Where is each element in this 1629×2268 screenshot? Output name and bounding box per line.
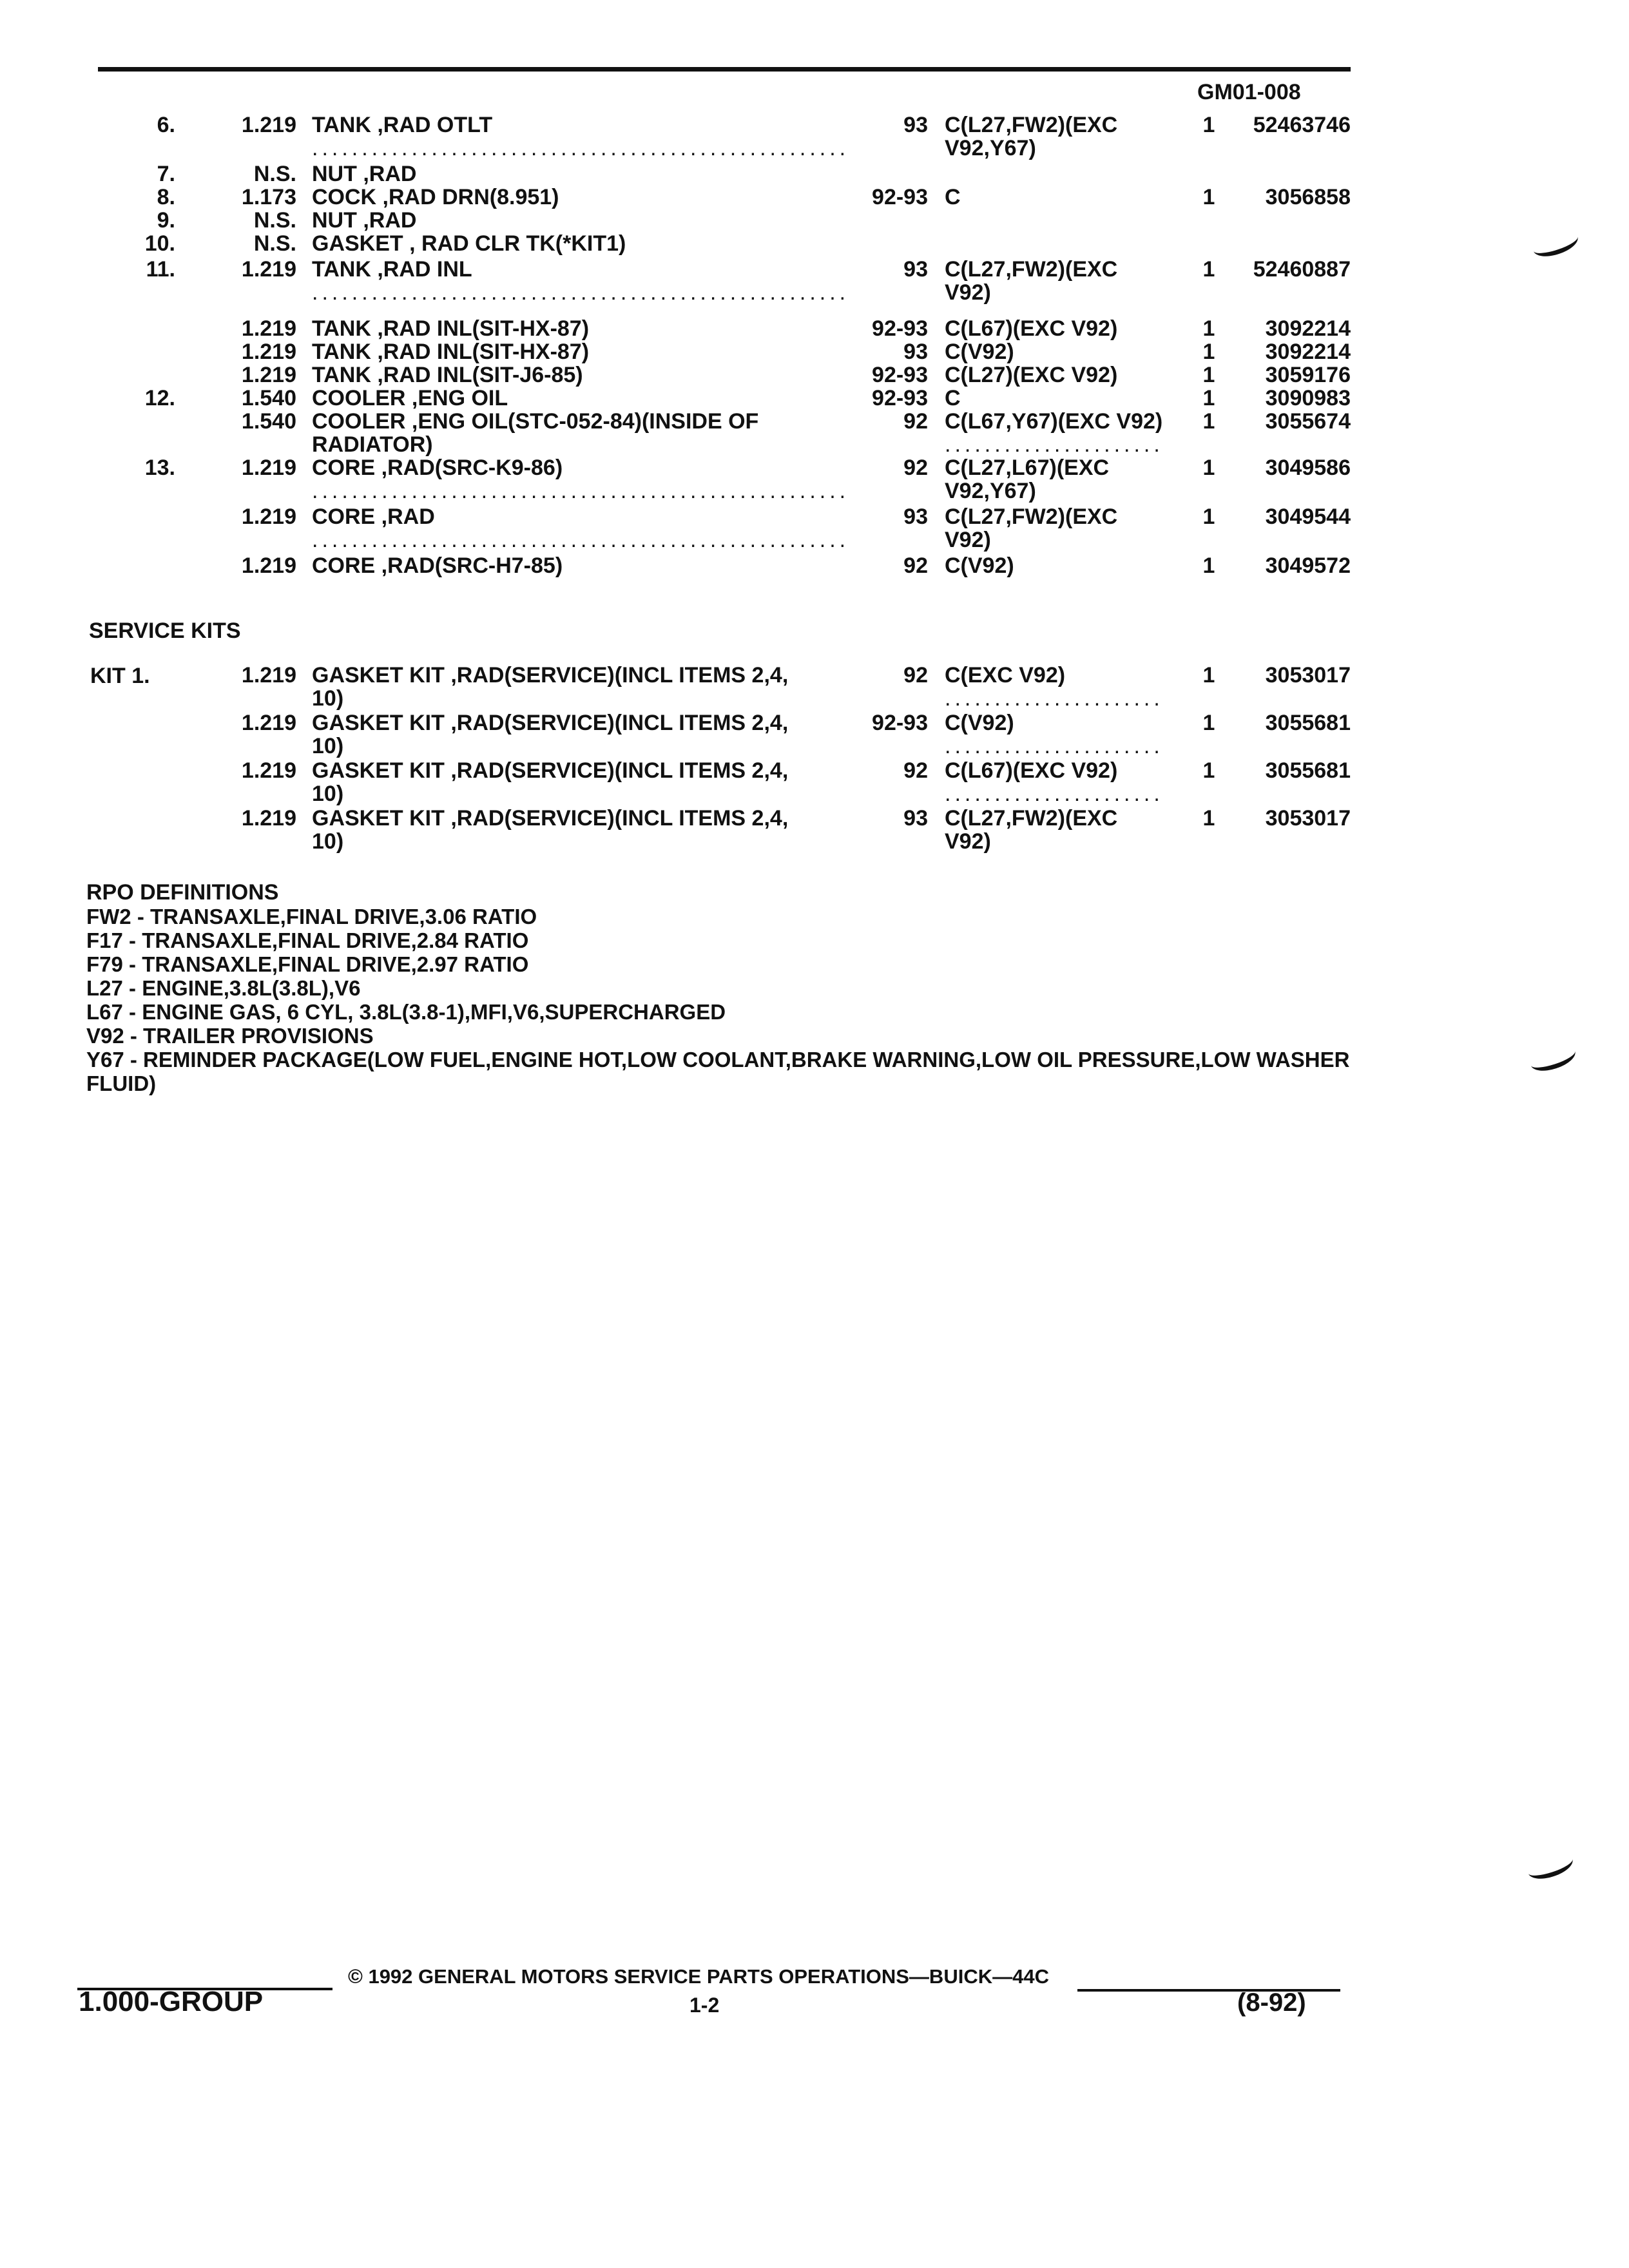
kit-description: GASKET KIT ,RAD(SERVICE)(INCL ITEMS 2,4, 10) [312, 664, 789, 710]
part-row [0, 232, 1629, 255]
part-number: 3090983 [1265, 386, 1351, 410]
kit-row [0, 664, 1629, 710]
part-description: TANK ,RAD INL(SIT-HX-87) ..... [312, 317, 847, 340]
model-year: 93 [903, 257, 928, 282]
model-year: 93 [903, 806, 928, 831]
model-usage: C(L67)(EXC V92) ..... [945, 759, 1164, 805]
model-year: 92 [903, 553, 928, 578]
part-number: 3049586 [1265, 456, 1351, 480]
quantity: 1 [1202, 316, 1215, 341]
model-usage: C(V92) ..... [945, 711, 1164, 758]
item-number: 6. [157, 113, 175, 137]
part-description: CORE ,RAD ..... [312, 505, 847, 552]
quantity: 1 [1202, 185, 1215, 209]
part-number: 3092214 [1265, 340, 1351, 364]
rpo-definition-line: Y67 - REMINDER PACKAGE(LOW FUEL,ENGINE HOT,LOW COOLANT,BRAKE WARNING,LOW OIL PRESSURE,LOW WASHER FLUID) [86, 1048, 1350, 1095]
group-number: N.S. [253, 162, 296, 186]
model-year: 92-93 [872, 711, 928, 735]
item-number: 8. [157, 185, 175, 209]
rpo-definition-line: F79 - TRANSAXLE,FINAL DRIVE,2.97 RATIO [86, 952, 529, 976]
kit-row [0, 807, 1629, 853]
binding-mark [1528, 1041, 1579, 1076]
part-description: COCK ,RAD DRN(8.951) ..... [312, 186, 847, 209]
rpo-title: RPO DEFINITIONS [86, 880, 279, 905]
model-year: 92 [903, 456, 928, 480]
group-number: 1.219 [241, 340, 296, 364]
item-number: 7. [157, 162, 175, 186]
quantity: 1 [1202, 758, 1215, 783]
group-number: 1.219 [241, 553, 296, 578]
part-description: NUT ,RAD ..... [312, 209, 847, 232]
group-number: 1.219 [241, 663, 296, 687]
model-year: 92 [903, 663, 928, 687]
part-row [0, 554, 1629, 580]
quantity: 1 [1202, 505, 1215, 529]
rpo-definition-line: FW2 - TRANSAXLE,FINAL DRIVE,3.06 RATIO [86, 905, 537, 928]
part-row [0, 162, 1629, 186]
footer-date: (8-92) [1237, 1988, 1306, 2017]
group-number: 1.219 [241, 257, 296, 282]
part-description: TANK ,RAD INL(SIT-HX-87) ..... [312, 340, 847, 363]
part-number: 3055681 [1265, 711, 1351, 735]
group-number: 1.540 [241, 386, 296, 410]
model-usage: C(L27,L67)(EXC V92,Y67) ..... [945, 456, 1164, 503]
part-row [0, 363, 1629, 387]
part-description: CORE ,RAD(SRC-H7-85) ..... [312, 554, 847, 580]
part-description: CORE ,RAD(SRC-K9-86) ..... [312, 456, 847, 503]
part-row [0, 340, 1629, 363]
part-row [0, 456, 1629, 503]
item-number: 9. [157, 208, 175, 233]
model-usage [945, 232, 1164, 255]
model-usage: C(L27)(EXC V92) ..... [945, 363, 1164, 387]
quantity: 1 [1202, 553, 1215, 578]
model-usage: C(L27,FW2)(EXC V92,Y67) ..... [945, 113, 1164, 160]
quantity: 1 [1202, 363, 1215, 387]
group-number: 1.219 [241, 456, 296, 480]
footer-page-number: 1-2 [689, 1994, 720, 2017]
kit-label: KIT 1. [90, 664, 150, 688]
part-number: 3092214 [1265, 316, 1351, 341]
part-number: 3055674 [1265, 409, 1351, 434]
part-number: 52460887 [1253, 257, 1351, 282]
part-row [0, 113, 1629, 160]
model-usage: C(L67)(EXC V92) ..... [945, 317, 1164, 340]
model-year: 92-93 [872, 185, 928, 209]
group-number: 1.219 [241, 363, 296, 387]
model-year: 93 [903, 113, 928, 137]
group-number: 1.173 [241, 185, 296, 209]
part-description: COOLER ,ENG OIL(STC-052-84)(INSIDE OF RADIATOR) ..... [312, 410, 847, 456]
group-number: 1.219 [241, 316, 296, 341]
rpo-definition-line: L27 - ENGINE,3.8L(3.8L),V6 [86, 976, 361, 1000]
item-number: 11. [146, 257, 175, 282]
quantity: 1 [1202, 257, 1215, 282]
model-usage: C(L27,FW2)(EXC V92) ..... [945, 258, 1164, 314]
top-rule [98, 67, 1351, 72]
part-row [0, 387, 1629, 410]
part-row [0, 505, 1629, 552]
model-usage: C(V92) ..... [945, 340, 1164, 363]
kit-row [0, 711, 1629, 758]
quantity: 1 [1202, 806, 1215, 831]
quantity: 1 [1202, 340, 1215, 364]
model-year: 92-93 [872, 363, 928, 387]
rpo-definitions [86, 905, 1362, 1095]
quantity: 1 [1202, 386, 1215, 410]
model-usage [945, 162, 1164, 186]
item-number: 10. [144, 231, 175, 256]
part-row [0, 410, 1629, 456]
part-number: 3055681 [1265, 758, 1351, 783]
model-year: 92 [903, 409, 928, 434]
part-row [0, 317, 1629, 340]
part-description: TANK ,RAD INL(SIT-J6-85) ..... [312, 363, 847, 387]
kit-description: GASKET KIT ,RAD(SERVICE)(INCL ITEMS 2,4, 10) [312, 711, 789, 758]
part-description: TANK ,RAD OTLT ..... [312, 113, 847, 160]
group-number: 1.219 [241, 711, 296, 735]
quantity: 1 [1202, 456, 1215, 480]
page-code: GM01-008 [1197, 80, 1301, 104]
kit-description: GASKET KIT ,RAD(SERVICE)(INCL ITEMS 2,4, 10) [312, 759, 789, 805]
part-description: GASKET , RAD CLR TK(*KIT1) ..... [312, 232, 847, 255]
part-description: COOLER ,ENG OIL ..... [312, 387, 847, 410]
part-row [0, 209, 1629, 232]
group-number: N.S. [253, 231, 296, 256]
part-number: 3056858 [1265, 185, 1351, 209]
binding-mark [1525, 1849, 1576, 1884]
item-number: 13. [144, 456, 175, 480]
group-number: 1.219 [241, 505, 296, 529]
group-number: 1.219 [241, 758, 296, 783]
model-year: 92-93 [872, 386, 928, 410]
model-year: 92-93 [872, 316, 928, 341]
rpo-definition-line: L67 - ENGINE GAS, 6 CYL, 3.8L(3.8-1),MFI,V6,SUPERCHARGED [86, 1000, 726, 1024]
rpo-definition-line: V92 - TRAILER PROVISIONS [86, 1024, 374, 1048]
model-usage: C(V92) ..... [945, 554, 1164, 580]
group-number: 1.540 [241, 409, 296, 434]
part-number: 3049544 [1265, 505, 1351, 529]
part-description: NUT ,RAD ..... [312, 162, 847, 186]
part-number: 3049572 [1265, 553, 1351, 578]
model-year: 92 [903, 758, 928, 783]
part-number: 52463746 [1253, 113, 1351, 137]
item-number: 12. [144, 386, 175, 410]
quantity: 1 [1202, 409, 1215, 434]
part-description: TANK ,RAD INL ..... [312, 258, 847, 314]
model-year: 93 [903, 340, 928, 364]
part-row [0, 186, 1629, 209]
model-usage: C(L27,FW2)(EXC V92) ..... [945, 505, 1164, 552]
quantity: 1 [1202, 663, 1215, 687]
model-year: 93 [903, 505, 928, 529]
model-usage: C(L67,Y67)(EXC V92) ..... [945, 410, 1164, 456]
rpo-definition-line: F17 - TRANSAXLE,FINAL DRIVE,2.84 RATIO [86, 928, 529, 952]
kit-row [0, 759, 1629, 805]
part-row [0, 258, 1629, 314]
quantity: 1 [1202, 113, 1215, 137]
part-number: 3059176 [1265, 363, 1351, 387]
model-usage: C(L27,FW2)(EXC V92) ..... [945, 807, 1164, 853]
part-number: 3053017 [1265, 663, 1351, 687]
quantity: 1 [1202, 711, 1215, 735]
model-usage: C ..... [945, 387, 1164, 410]
footer-group: 1.000-GROUP [79, 1986, 264, 2017]
group-number: N.S. [253, 208, 296, 233]
part-number: 3053017 [1265, 806, 1351, 831]
group-number: 1.219 [241, 113, 296, 137]
model-usage [945, 209, 1164, 232]
service-kits-title: SERVICE KITS [89, 619, 241, 643]
model-usage: C ..... [945, 186, 1164, 209]
kit-description: GASKET KIT ,RAD(SERVICE)(INCL ITEMS 2,4, 10) [312, 807, 789, 853]
model-usage: C(EXC V92) ..... [945, 664, 1164, 710]
footer-copyright: © 1992 GENERAL MOTORS SERVICE PARTS OPERATIONS—BUICK—44C [348, 1965, 1049, 1988]
group-number: 1.219 [241, 806, 296, 831]
